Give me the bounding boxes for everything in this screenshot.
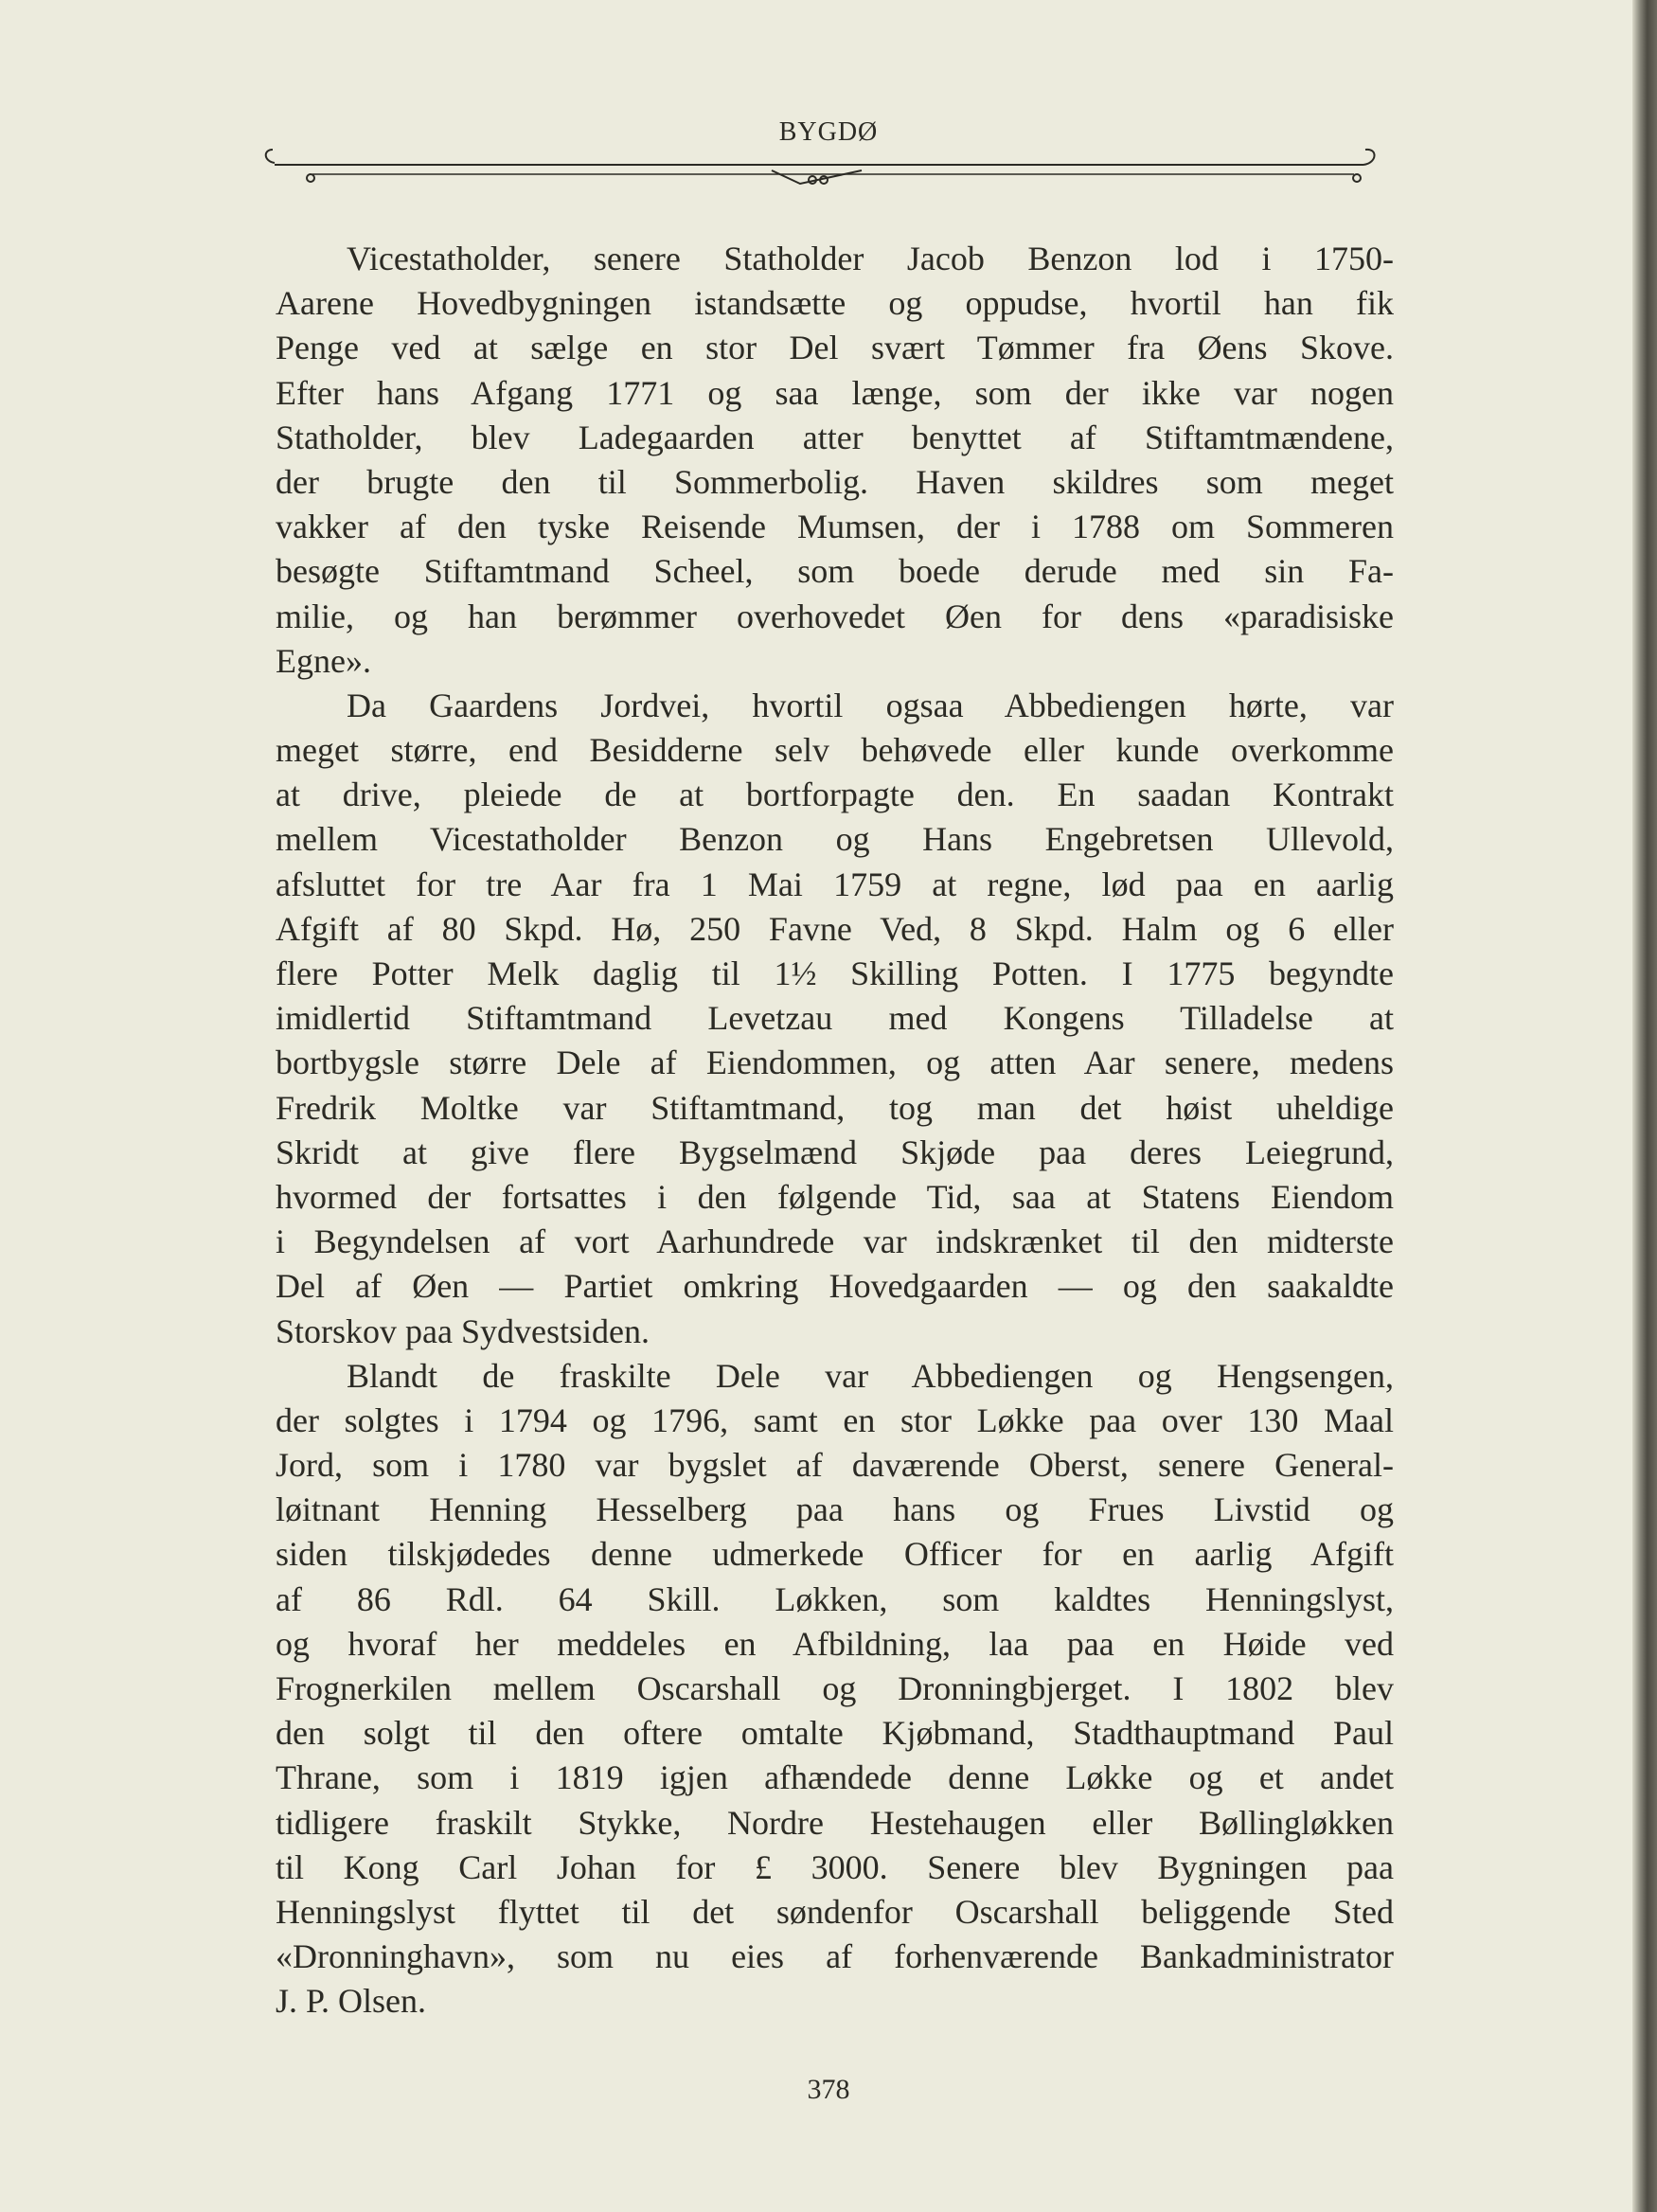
text-line: Jord, som i 1780 var bygslet af daværende Oberst, senere General- bbox=[276, 1446, 1394, 1485]
text-line: imidlertid Stiftamtmand Levetzau med Kongens Tilladelse at bbox=[276, 999, 1394, 1038]
text-line: Vicestatholder, senere Statholder Jacob Benzon lod i 1750- bbox=[347, 240, 1394, 277]
text-line: Skridt at give flere Bygselmænd Skjøde paa deres Leiegrund, bbox=[276, 1133, 1394, 1171]
text-line: Del af Øen — Partiet omkring Hovedgaarden — og den saakaldte bbox=[276, 1267, 1394, 1306]
text-line: Henningslyst flyttet til det søndenfor Oscarshall beliggende Sted bbox=[276, 1892, 1394, 1931]
text-line: J. P. Olsen. bbox=[276, 1982, 427, 2021]
text-line: Fredrik Moltke var Stiftamtmand, tog man det høist uheldige bbox=[276, 1088, 1394, 1127]
paragraph bbox=[276, 237, 1394, 684]
text-line: Aarene Hovedbygningen istandsætte og oppudse, hvortil han fik bbox=[276, 284, 1394, 323]
text-line: Frognerkilen mellem Oscarshall og Dronningbjerget. I 1802 blev bbox=[276, 1669, 1394, 1707]
text-line: meget større, end Besidderne selv behøvede eller kunde overkomme bbox=[276, 731, 1394, 770]
text-line: Efter hans Afgang 1771 og saa længe, som der ikke var nogen bbox=[276, 373, 1394, 412]
page-edge-shadow bbox=[1632, 0, 1657, 2212]
text-line: milie, og han berømmer overhovedet Øen for dens «paradisiske bbox=[276, 597, 1394, 635]
text-line: løitnant Henning Hesselberg paa hans og Frues Livstid og bbox=[276, 1490, 1394, 1529]
text-line: tidligere fraskilt Stykke, Nordre Hestehaugen eller Bøllingløkken bbox=[276, 1803, 1394, 1842]
text-line: af 86 Rdl. 64 Skill. Løkken, som kaldtes Henningslyst, bbox=[276, 1579, 1394, 1618]
text-line: Penge ved at sælge en stor Del svært Tømmer fra Øens Skove. bbox=[276, 329, 1394, 367]
header-ornament-rule bbox=[256, 142, 1401, 189]
text-line: vakker af den tyske Reisende Mumsen, der i 1788 om Sommeren bbox=[276, 508, 1394, 546]
text-line: «Dronninghavn», som nu eies af forhenværende Bankadministrator bbox=[276, 1937, 1394, 1976]
text-line: afsluttet for tre Aar fra 1 Mai 1759 at regne, lød paa en aarlig bbox=[276, 865, 1394, 903]
text-line: Statholder, blev Ladegaarden atter benyttet af Stiftamtmændene, bbox=[276, 418, 1394, 456]
body-text bbox=[276, 237, 1394, 2025]
paragraph bbox=[276, 1354, 1394, 2025]
text-line: besøgte Stiftamtmand Scheel, som boede derude med sin Fa- bbox=[276, 552, 1394, 591]
text-line: Thrane, som i 1819 igjen afhændede denne Løkke og et andet bbox=[276, 1758, 1394, 1797]
text-line: den solgt til den oftere omtalte Kjøbmand, Stadthauptmand Paul bbox=[276, 1714, 1394, 1753]
text-line: Storskov paa Sydvestsiden. bbox=[276, 1311, 650, 1350]
text-line: bortbygsle større Dele af Eiendommen, og atten Aar senere, medens bbox=[276, 1044, 1394, 1082]
running-head: BYGDØ bbox=[778, 117, 879, 147]
paragraph bbox=[276, 684, 1394, 1354]
text-line: Egne». bbox=[276, 641, 371, 680]
text-line: Afgift af 80 Skpd. Hø, 250 Favne Ved, 8 Skpd. Halm og 6 eller bbox=[276, 909, 1394, 948]
text-line: siden tilskjødedes denne udmerkede Officer for en aarlig Afgift bbox=[276, 1535, 1394, 1574]
text-line: i Begyndelsen af vort Aarhundrede var indskrænket til den midterste bbox=[276, 1222, 1394, 1261]
text-line: der solgtes i 1794 og 1796, samt en stor Løkke paa over 130 Maal bbox=[276, 1400, 1394, 1439]
text-line: Da Gaardens Jordvei, hvortil ogsaa Abbediengen hørte, var bbox=[347, 686, 1394, 724]
text-line: til Kong Carl Johan for £ 3000. Senere blev Bygningen paa bbox=[276, 1847, 1394, 1886]
text-line: mellem Vicestatholder Benzon og Hans Engebretsen Ullevold, bbox=[276, 820, 1394, 859]
text-line: at drive, pleiede de at bortforpagte den. En saadan Kontrakt bbox=[276, 776, 1394, 814]
text-line: Blandt de fraskilte Dele var Abbediengen og Hengsengen, bbox=[347, 1356, 1394, 1395]
text-line: der brugte den til Sommerbolig. Haven skildres som meget bbox=[276, 462, 1394, 501]
text-line: flere Potter Melk daglig til 1½ Skilling Potten. I 1775 begyndte bbox=[276, 954, 1394, 992]
text-line: hvormed der fortsattes i den følgende Tid, saa at Statens Eiendom bbox=[276, 1177, 1394, 1216]
page-number: 378 bbox=[807, 2074, 850, 2105]
text-line: og hvoraf her meddeles en Afbildning, laa paa en Høide ved bbox=[276, 1624, 1394, 1663]
